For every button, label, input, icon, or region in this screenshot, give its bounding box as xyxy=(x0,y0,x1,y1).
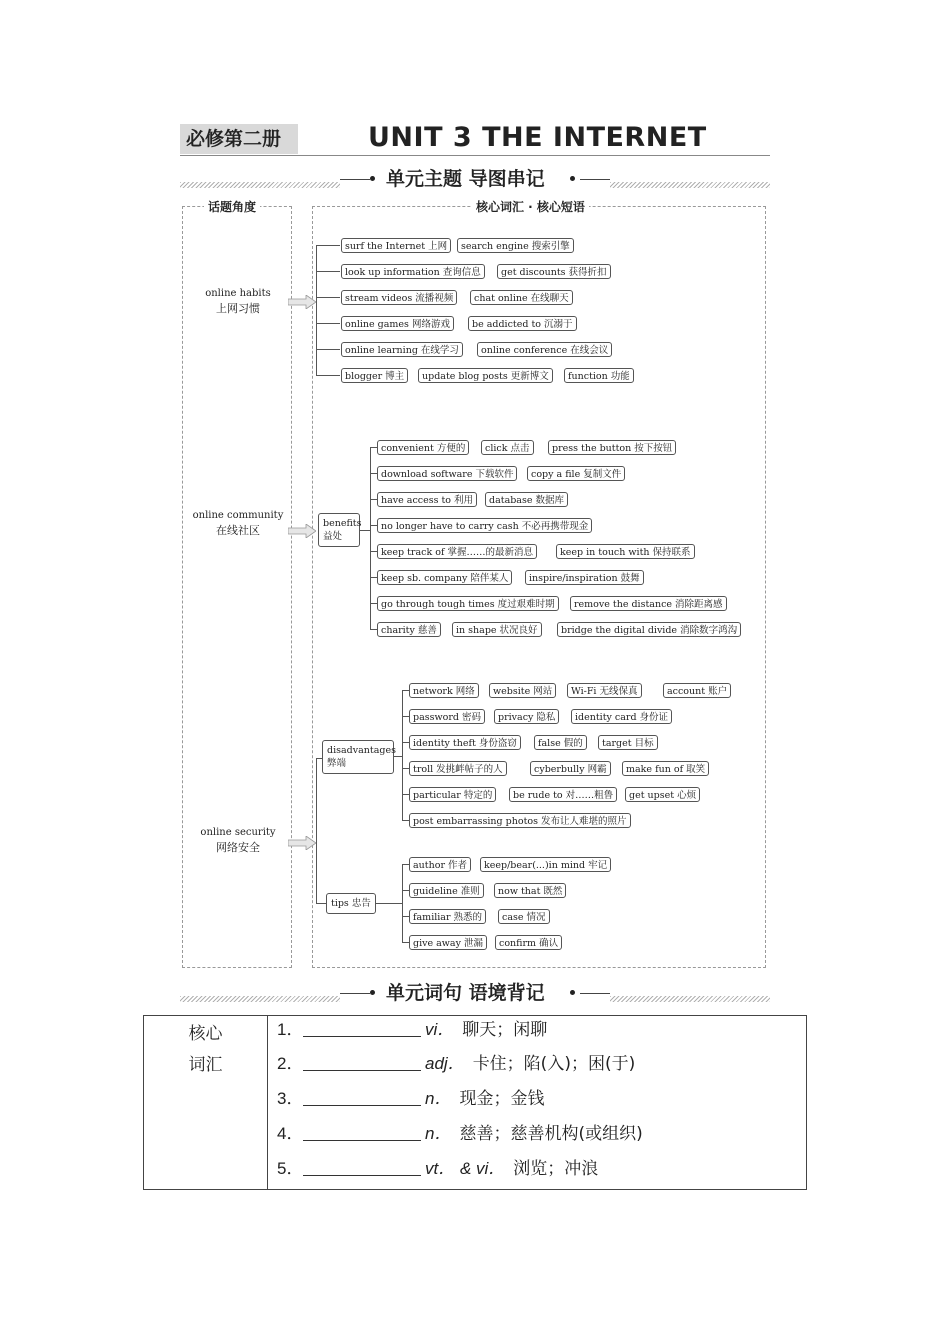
vocab-row xyxy=(277,1120,643,1148)
item-number: 2． xyxy=(277,1054,304,1073)
bracket-line xyxy=(370,525,377,526)
term-chip: password 密码 xyxy=(409,709,485,724)
answer-blank[interactable] xyxy=(303,1050,421,1071)
bracket-line xyxy=(394,756,402,757)
bracket-line xyxy=(402,794,409,795)
bracket-line xyxy=(360,530,370,531)
term-chip: troll 发挑衅帖子的人 xyxy=(409,761,507,776)
term-chip: database 数据库 xyxy=(485,492,568,507)
banner-hatch-left xyxy=(180,182,340,188)
vocab-row xyxy=(277,1016,547,1044)
topic-online-security xyxy=(188,825,288,855)
bracket-line xyxy=(370,551,377,552)
term-chip: surf the Internet 上网 xyxy=(341,238,451,253)
term-chip: cyberbully 网霸 xyxy=(530,761,611,776)
node-en: disadvantages xyxy=(327,745,396,756)
bracket-line xyxy=(402,768,409,769)
item-number: 3． xyxy=(277,1089,304,1108)
term-chip: chat online 在线聊天 xyxy=(470,290,573,305)
term-chip: false 假的 xyxy=(534,735,587,750)
topic-en: online security xyxy=(200,827,276,838)
bracket-line xyxy=(402,890,409,891)
part-of-speech: adj． xyxy=(425,1054,465,1073)
banner-rule xyxy=(340,993,370,994)
term-chip: Wi-Fi 无线保真 xyxy=(567,683,642,698)
bracket-line xyxy=(370,447,371,629)
term-chip: privacy 隐私 xyxy=(494,709,559,724)
table-divider xyxy=(267,1016,268,1189)
term-chip: download software 下载软件 xyxy=(377,466,517,481)
vocab-label-line2: 词汇 xyxy=(188,1055,223,1075)
banner-rule xyxy=(580,179,610,180)
bracket-line xyxy=(316,903,326,904)
section2-title: 单元词句 语境背记 xyxy=(386,982,545,1004)
bracket-line xyxy=(370,577,377,578)
part-of-speech: n． xyxy=(425,1124,452,1143)
term-chip: bridge the digital divide 消除数字鸿沟 xyxy=(557,622,741,637)
banner-rule xyxy=(580,993,610,994)
term-chip: confirm 确认 xyxy=(495,935,562,950)
term-chip: look up information 查询信息 xyxy=(341,264,485,279)
node-cn: 益处 xyxy=(323,531,343,542)
term-chip: author 作者 xyxy=(409,857,471,872)
banner-hatch-left xyxy=(180,996,340,1002)
term-chip: account 账户 xyxy=(663,683,731,698)
section1-title: 单元主题 导图串记 xyxy=(386,168,545,190)
section1-banner xyxy=(340,166,610,192)
bracket-line xyxy=(316,245,340,246)
term-chip: update blog posts 更新博文 xyxy=(418,368,553,383)
item-number: 1． xyxy=(277,1020,304,1039)
header-rule xyxy=(180,155,770,156)
definition: 现金；金钱 xyxy=(459,1089,545,1109)
banner-dot xyxy=(570,176,575,181)
term-chip: give away 泄漏 xyxy=(409,935,487,950)
bracket-line xyxy=(370,499,377,500)
term-chip: identity theft 身份盗窃 xyxy=(409,735,521,750)
term-chip: blogger 博主 xyxy=(341,368,408,383)
term-chip: function 功能 xyxy=(564,368,634,383)
bracket-line xyxy=(316,375,340,376)
bracket-line xyxy=(402,690,403,820)
term-chip: post embarrassing photos 发布让人难堪的照片 xyxy=(409,813,631,828)
term-chip: get discounts 获得折扣 xyxy=(497,264,611,279)
part-of-speech: n． xyxy=(425,1089,452,1108)
term-chip: in shape 状况良好 xyxy=(452,622,542,637)
term-chip: keep track of 掌握……的最新消息 xyxy=(377,544,537,559)
node-label: tips 忠告 xyxy=(331,898,371,909)
term-chip: inspire/inspiration 鼓舞 xyxy=(525,570,644,585)
disadvantages-node xyxy=(322,740,394,774)
definition: 卡住；陷(入)；困(于) xyxy=(472,1054,636,1074)
term-chip: online conference 在线会议 xyxy=(477,342,612,357)
term-chip: particular 特定的 xyxy=(409,787,496,802)
term-chip: website 网站 xyxy=(489,683,556,698)
topic-online-habits xyxy=(188,286,288,316)
term-chip: network 网络 xyxy=(409,683,479,698)
term-chip: stream videos 流播视频 xyxy=(341,290,457,305)
banner-rule xyxy=(340,179,370,180)
vocab-column-header: 核心词汇 · 核心短语 xyxy=(472,200,589,214)
bracket-line xyxy=(402,690,409,691)
term-chip: be addicted to 沉溺于 xyxy=(468,316,577,331)
term-chip: convenient 方便的 xyxy=(377,440,469,455)
bracket-line xyxy=(402,864,409,865)
item-number: 4． xyxy=(277,1124,304,1143)
term-chip: online games 网络游戏 xyxy=(341,316,454,331)
bracket-line xyxy=(316,758,317,903)
bracket-line xyxy=(316,323,340,324)
item-number: 5． xyxy=(277,1159,304,1178)
definition: 慈善；慈善机构(或组织) xyxy=(459,1124,643,1144)
bracket-line xyxy=(402,820,409,821)
bracket-line xyxy=(316,349,340,350)
book-tag: 必修第二册 xyxy=(180,124,298,154)
vocab-row xyxy=(277,1050,635,1078)
bracket-line xyxy=(370,603,377,604)
term-chip: have access to 利用 xyxy=(377,492,477,507)
term-chip: remove the distance 消除距离感 xyxy=(570,596,727,611)
arrow-right-icon xyxy=(288,295,316,309)
term-chip: charity 慈善 xyxy=(377,622,441,637)
bracket-line xyxy=(316,297,340,298)
term-chip: online learning 在线学习 xyxy=(341,342,463,357)
topic-cn: 网络安全 xyxy=(216,841,260,854)
term-chip: get upset 心烦 xyxy=(625,787,700,802)
bracket-line xyxy=(402,916,409,917)
bracket-line xyxy=(402,942,409,943)
term-chip: identity card 身份证 xyxy=(571,709,672,724)
bracket-line xyxy=(370,629,377,630)
benefits-node xyxy=(318,513,360,547)
topic-online-community xyxy=(188,508,288,538)
topic-en: online habits xyxy=(205,288,271,299)
topic-en: online community xyxy=(192,510,284,521)
banner-dot xyxy=(370,990,375,995)
part-of-speech: vi． xyxy=(425,1020,455,1039)
vocab-table xyxy=(143,1015,807,1190)
node-cn: 弊端 xyxy=(327,758,347,769)
term-chip: search engine 搜索引擎 xyxy=(457,238,574,253)
answer-blank[interactable] xyxy=(303,1120,421,1141)
bracket-line xyxy=(402,742,409,743)
term-chip: familiar 熟悉的 xyxy=(409,909,486,924)
banner-hatch-right xyxy=(610,182,770,188)
banner-dot xyxy=(370,176,375,181)
arrow-right-icon xyxy=(288,836,316,850)
node-en: benefits xyxy=(323,518,362,529)
term-chip: now that 既然 xyxy=(494,883,566,898)
term-chip: keep/bear(...)in mind 牢记 xyxy=(480,857,611,872)
bracket-line xyxy=(370,473,377,474)
topic-column-header: 话题角度 xyxy=(204,200,260,214)
term-chip: no longer have to carry cash 不必再携带现金 xyxy=(377,518,592,533)
section2-banner xyxy=(340,980,610,1006)
term-chip: click 点击 xyxy=(481,440,534,455)
term-chip: go through tough times 度过艰难时期 xyxy=(377,596,559,611)
vocab-row xyxy=(277,1155,598,1183)
banner-dot xyxy=(570,990,575,995)
answer-blank[interactable] xyxy=(303,1016,421,1037)
bracket-line xyxy=(376,903,402,904)
topic-cn: 在线社区 xyxy=(216,524,260,537)
vocab-row xyxy=(277,1085,544,1113)
vocab-label-line1: 核心 xyxy=(188,1024,223,1044)
banner-hatch-right xyxy=(610,996,770,1002)
term-chip: copy a file 复制文件 xyxy=(527,466,625,481)
term-chip: be rude to 对……粗鲁 xyxy=(509,787,617,802)
bracket-line xyxy=(316,245,317,375)
definition: 浏览；冲浪 xyxy=(513,1159,599,1179)
term-chip: guideline 准则 xyxy=(409,883,484,898)
answer-blank[interactable] xyxy=(303,1155,421,1176)
bracket-line xyxy=(316,271,340,272)
topic-cn: 上网习惯 xyxy=(216,302,260,315)
arrow-right-icon xyxy=(288,524,316,538)
part-of-speech: vt． & vi． xyxy=(425,1159,506,1178)
term-chip: press the button 按下按钮 xyxy=(548,440,676,455)
unit-title: UNIT 3 THE INTERNET xyxy=(368,122,707,153)
bracket-line xyxy=(402,716,409,717)
bracket-line xyxy=(370,447,377,448)
tips-node xyxy=(326,893,376,914)
term-chip: target 目标 xyxy=(598,735,658,750)
definition: 聊天；闲聊 xyxy=(462,1020,548,1040)
bracket-line xyxy=(402,864,403,942)
term-chip: make fun of 取笑 xyxy=(622,761,709,776)
answer-blank[interactable] xyxy=(303,1085,421,1106)
term-chip: case 情况 xyxy=(498,909,550,924)
term-chip: keep in touch with 保持联系 xyxy=(556,544,695,559)
term-chip: keep sb. company 陪伴某人 xyxy=(377,570,512,585)
